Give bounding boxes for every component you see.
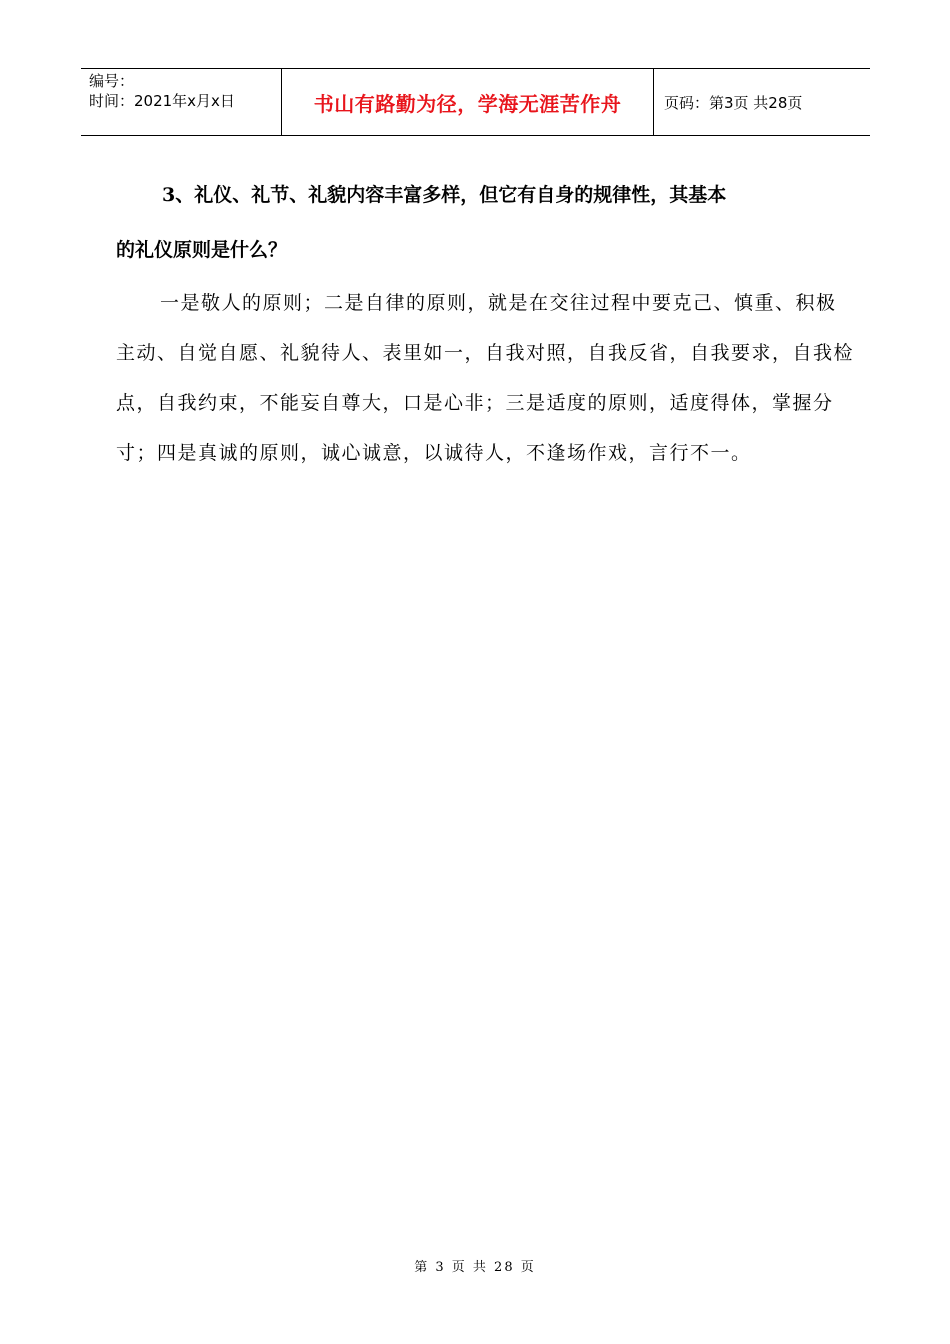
question-heading [116, 168, 836, 278]
number-label: 编号： [89, 72, 135, 90]
answer-paragraph [116, 278, 856, 478]
header-meta-cell [81, 69, 281, 135]
answer-text: 一是敬人的原则；二是自律的原则，就是在交往过程中要克己、慎重、积极主动、自觉自愿、礼貌待人、表里如一，自我对照，自我反省，自我要求，自我检点，自我约束，不能妄自尊大，口是心非；三是适度的原则，适度得体，掌握分寸；四是真诚的原则，诚心诚意，以诚待人，不逢场作戏，言行不一。 [116, 292, 855, 464]
question-line-1: 3、礼仪、礼节、礼貌内容丰富多样，但它有自身的规律性，其基本 [162, 184, 727, 206]
document-header [81, 68, 870, 136]
question-line-2: 的礼仪原则是什么？ [116, 239, 288, 261]
header-page-info: 页码：第3页 共28页 [664, 93, 803, 112]
header-motto: 书山有路勤为径，学海无涯苦作舟 [281, 69, 654, 135]
time-label: 时间：2021年x月x日 [89, 92, 235, 110]
page-footer: 第 3 页 共 28 页 [414, 1260, 536, 1275]
